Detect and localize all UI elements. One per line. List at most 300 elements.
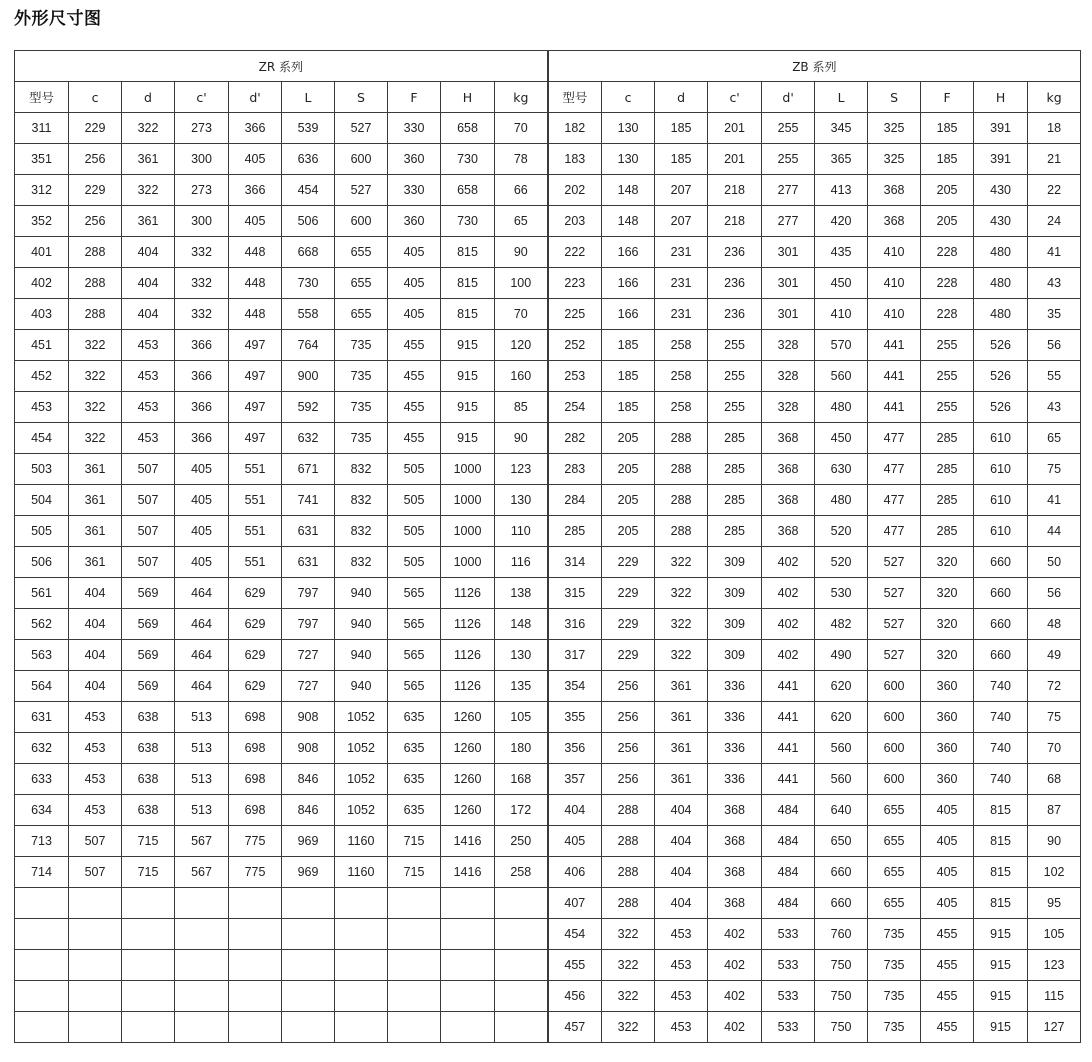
zb-cell: 236 <box>708 237 762 268</box>
zb-cell: 95 <box>1028 888 1081 919</box>
zr-cell: 569 <box>122 609 175 640</box>
zb-cell: 368 <box>762 485 815 516</box>
zr-cell <box>229 888 282 919</box>
zr-cell: 138 <box>495 578 548 609</box>
zb-cell: 391 <box>974 113 1028 144</box>
zr-cell: 715 <box>122 857 175 888</box>
zb-cell: 356 <box>548 733 602 764</box>
zb-cell: 65 <box>1028 423 1081 454</box>
zr-cell: 273 <box>175 113 229 144</box>
zr-cell: 135 <box>495 671 548 702</box>
zr-cell: 507 <box>122 454 175 485</box>
zb-cell: 328 <box>762 330 815 361</box>
zr-cell: 715 <box>122 826 175 857</box>
zb-cell: 285 <box>708 516 762 547</box>
zr-cell: 497 <box>229 361 282 392</box>
zb-header-8: H <box>974 82 1028 113</box>
zb-cell: 455 <box>548 950 602 981</box>
zb-header-7: F <box>921 82 974 113</box>
zr-cell: 123 <box>495 454 548 485</box>
zb-cell: 357 <box>548 764 602 795</box>
zb-cell: 368 <box>762 516 815 547</box>
zr-cell: 65 <box>495 206 548 237</box>
zr-cell <box>69 919 122 950</box>
zr-cell: 846 <box>282 764 335 795</box>
zb-cell: 402 <box>762 578 815 609</box>
zb-cell: 610 <box>974 454 1028 485</box>
zr-cell <box>388 919 441 950</box>
zb-cell: 322 <box>602 950 655 981</box>
zb-cell: 130 <box>602 113 655 144</box>
zb-header-4: d' <box>762 82 815 113</box>
zb-cell: 655 <box>868 857 921 888</box>
zr-cell: 256 <box>69 144 122 175</box>
zb-cell: 402 <box>708 981 762 1012</box>
zr-cell: 1052 <box>335 733 388 764</box>
zr-cell <box>388 1012 441 1043</box>
zb-cell: 256 <box>602 764 655 795</box>
zb-cell: 402 <box>708 1012 762 1043</box>
zr-cell: 464 <box>175 609 229 640</box>
zr-header-3: c' <box>175 82 229 113</box>
zb-cell: 368 <box>762 423 815 454</box>
zb-cell: 480 <box>974 268 1028 299</box>
zr-series-header: ZR 系列 <box>15 51 548 82</box>
zb-cell: 600 <box>868 671 921 702</box>
zr-cell: 322 <box>122 113 175 144</box>
zr-cell: 507 <box>122 547 175 578</box>
zr-cell <box>441 888 495 919</box>
zr-cell: 1416 <box>441 826 495 857</box>
zr-cell: 815 <box>441 268 495 299</box>
zb-cell: 413 <box>815 175 868 206</box>
zb-cell: 404 <box>655 826 708 857</box>
zr-cell <box>122 919 175 950</box>
zb-cell: 322 <box>602 1012 655 1043</box>
zr-cell: 288 <box>69 237 122 268</box>
zr-cell: 592 <box>282 392 335 423</box>
zr-cell: 405 <box>175 485 229 516</box>
zr-cell: 634 <box>15 795 69 826</box>
zr-cell: 258 <box>495 857 548 888</box>
zb-cell: 435 <box>815 237 868 268</box>
zr-cell: 361 <box>122 206 175 237</box>
zb-cell: 484 <box>762 857 815 888</box>
zr-cell: 404 <box>122 299 175 330</box>
zb-cell: 660 <box>974 609 1028 640</box>
zr-cell: 735 <box>335 392 388 423</box>
zb-cell: 229 <box>602 578 655 609</box>
zr-cell <box>229 919 282 950</box>
zb-cell: 75 <box>1028 454 1081 485</box>
zb-cell: 225 <box>548 299 602 330</box>
table-row <box>15 671 1081 702</box>
zr-cell: 322 <box>69 361 122 392</box>
zr-cell: 403 <box>15 299 69 330</box>
zr-cell: 361 <box>122 144 175 175</box>
zb-cell: 620 <box>815 671 868 702</box>
zr-cell: 797 <box>282 578 335 609</box>
zr-cell: 361 <box>69 454 122 485</box>
zr-cell: 351 <box>15 144 69 175</box>
zr-cell: 505 <box>388 454 441 485</box>
zr-cell: 565 <box>388 671 441 702</box>
zr-cell: 250 <box>495 826 548 857</box>
zb-cell: 252 <box>548 330 602 361</box>
zr-cell: 464 <box>175 671 229 702</box>
zr-cell: 405 <box>229 206 282 237</box>
zr-cell <box>15 919 69 950</box>
zb-cell: 301 <box>762 299 815 330</box>
zr-cell: 366 <box>175 361 229 392</box>
zb-cell: 288 <box>602 826 655 857</box>
zb-cell: 285 <box>548 516 602 547</box>
zb-cell: 255 <box>708 361 762 392</box>
zb-cell: 258 <box>655 392 708 423</box>
table-row <box>15 1012 1081 1043</box>
zr-cell: 565 <box>388 609 441 640</box>
zb-cell: 229 <box>602 640 655 671</box>
zb-cell: 283 <box>548 454 602 485</box>
zr-cell: 288 <box>69 268 122 299</box>
zr-cell <box>15 981 69 1012</box>
zr-cell <box>441 919 495 950</box>
table-row <box>15 640 1081 671</box>
zb-cell: 560 <box>815 764 868 795</box>
zb-cell: 41 <box>1028 485 1081 516</box>
zb-cell: 610 <box>974 516 1028 547</box>
zr-cell <box>15 888 69 919</box>
zb-cell: 477 <box>868 485 921 516</box>
zb-cell: 391 <box>974 144 1028 175</box>
zr-cell: 453 <box>69 733 122 764</box>
zr-cell: 1260 <box>441 795 495 826</box>
zb-cell: 355 <box>548 702 602 733</box>
zr-cell: 402 <box>15 268 69 299</box>
zr-cell: 366 <box>229 113 282 144</box>
zr-cell: 448 <box>229 237 282 268</box>
zr-cell: 513 <box>175 764 229 795</box>
zb-cell: 123 <box>1028 950 1081 981</box>
zr-cell: 940 <box>335 609 388 640</box>
zr-cell <box>335 1012 388 1043</box>
zr-cell: 1000 <box>441 516 495 547</box>
zr-cell <box>495 981 548 1012</box>
zb-cell: 477 <box>868 423 921 454</box>
zb-cell: 50 <box>1028 547 1081 578</box>
zb-cell: 201 <box>708 144 762 175</box>
zr-cell: 600 <box>335 206 388 237</box>
zr-cell: 900 <box>282 361 335 392</box>
zr-cell: 452 <box>15 361 69 392</box>
zr-cell: 562 <box>15 609 69 640</box>
zb-cell: 441 <box>762 764 815 795</box>
zr-cell: 1052 <box>335 795 388 826</box>
zr-cell <box>69 950 122 981</box>
zr-cell <box>441 1012 495 1043</box>
zr-cell: 1260 <box>441 764 495 795</box>
zb-cell: 530 <box>815 578 868 609</box>
zr-cell: 505 <box>388 485 441 516</box>
zr-cell <box>282 1012 335 1043</box>
zr-cell: 507 <box>69 857 122 888</box>
zr-cell: 631 <box>282 547 335 578</box>
zr-cell: 455 <box>388 361 441 392</box>
zb-cell: 288 <box>655 454 708 485</box>
zb-cell: 630 <box>815 454 868 485</box>
zr-cell: 638 <box>122 702 175 733</box>
zb-cell: 527 <box>868 578 921 609</box>
zr-cell: 360 <box>388 206 441 237</box>
zb-cell: 526 <box>974 392 1028 423</box>
zb-cell: 277 <box>762 175 815 206</box>
zb-cell: 90 <box>1028 826 1081 857</box>
zr-header-9: kg <box>495 82 548 113</box>
zr-cell: 160 <box>495 361 548 392</box>
zr-cell: 330 <box>388 113 441 144</box>
zb-cell: 201 <box>708 113 762 144</box>
zr-cell: 405 <box>388 237 441 268</box>
zb-cell: 277 <box>762 206 815 237</box>
table-row <box>15 144 1081 175</box>
zr-cell: 332 <box>175 268 229 299</box>
zb-cell: 223 <box>548 268 602 299</box>
zb-cell: 815 <box>974 795 1028 826</box>
zr-cell: 454 <box>282 175 335 206</box>
zr-cell: 168 <box>495 764 548 795</box>
zr-cell: 130 <box>495 485 548 516</box>
zr-cell: 632 <box>282 423 335 454</box>
zr-cell <box>122 1012 175 1043</box>
zr-cell: 698 <box>229 795 282 826</box>
table-row <box>15 702 1081 733</box>
zr-cell: 503 <box>15 454 69 485</box>
zb-cell: 258 <box>655 361 708 392</box>
zb-cell: 735 <box>868 1012 921 1043</box>
zr-cell: 464 <box>175 640 229 671</box>
zr-cell: 635 <box>388 795 441 826</box>
zb-cell: 309 <box>708 609 762 640</box>
table-row <box>15 981 1081 1012</box>
zr-cell: 366 <box>229 175 282 206</box>
zb-cell: 660 <box>974 640 1028 671</box>
zb-cell: 361 <box>655 702 708 733</box>
zb-cell: 255 <box>762 144 815 175</box>
zr-cell: 741 <box>282 485 335 516</box>
zr-cell: 405 <box>388 299 441 330</box>
zb-cell: 407 <box>548 888 602 919</box>
zb-cell: 735 <box>868 950 921 981</box>
zb-cell: 325 <box>868 113 921 144</box>
zr-cell: 256 <box>69 206 122 237</box>
zr-cell: 404 <box>69 640 122 671</box>
zr-cell: 330 <box>388 175 441 206</box>
zr-cell <box>495 919 548 950</box>
zb-cell: 205 <box>602 423 655 454</box>
zb-cell: 21 <box>1028 144 1081 175</box>
table-row <box>15 485 1081 516</box>
zb-cell: 402 <box>708 950 762 981</box>
zb-cell: 218 <box>708 206 762 237</box>
zr-cell: 635 <box>388 764 441 795</box>
zb-cell: 55 <box>1028 361 1081 392</box>
zb-cell: 455 <box>921 950 974 981</box>
zb-cell: 915 <box>974 1012 1028 1043</box>
zb-cell: 650 <box>815 826 868 857</box>
zb-cell: 527 <box>868 640 921 671</box>
zr-cell: 300 <box>175 144 229 175</box>
zb-cell: 148 <box>602 206 655 237</box>
zb-cell: 750 <box>815 1012 868 1043</box>
zb-cell: 231 <box>655 268 708 299</box>
zb-cell: 526 <box>974 330 1028 361</box>
zr-cell: 1260 <box>441 702 495 733</box>
table-row <box>15 733 1081 764</box>
zb-cell: 610 <box>974 485 1028 516</box>
zb-cell: 368 <box>762 454 815 485</box>
zb-cell: 166 <box>602 299 655 330</box>
zr-cell: 1052 <box>335 702 388 733</box>
zr-cell <box>175 919 229 950</box>
zb-cell: 336 <box>708 702 762 733</box>
zr-cell: 130 <box>495 640 548 671</box>
zb-cell: 450 <box>815 423 868 454</box>
zb-cell: 205 <box>602 485 655 516</box>
zb-cell: 404 <box>655 888 708 919</box>
zr-cell: 567 <box>175 826 229 857</box>
zb-cell: 533 <box>762 950 815 981</box>
zb-cell: 185 <box>655 113 708 144</box>
zb-cell: 322 <box>655 547 708 578</box>
zr-cell: 658 <box>441 175 495 206</box>
zr-cell: 1260 <box>441 733 495 764</box>
zr-cell: 563 <box>15 640 69 671</box>
zr-cell <box>388 981 441 1012</box>
zr-cell: 846 <box>282 795 335 826</box>
zr-cell: 539 <box>282 113 335 144</box>
zr-cell: 322 <box>69 330 122 361</box>
zb-cell: 430 <box>974 175 1028 206</box>
table-row <box>15 857 1081 888</box>
table-row <box>15 113 1081 144</box>
zb-cell: 288 <box>602 795 655 826</box>
zr-cell: 671 <box>282 454 335 485</box>
zb-cell: 600 <box>868 764 921 795</box>
zb-cell: 35 <box>1028 299 1081 330</box>
zb-cell: 256 <box>602 733 655 764</box>
zr-cell: 506 <box>282 206 335 237</box>
zb-cell: 527 <box>868 547 921 578</box>
zr-cell <box>69 888 122 919</box>
zr-cell: 569 <box>122 640 175 671</box>
zr-cell: 940 <box>335 640 388 671</box>
zb-cell: 740 <box>974 671 1028 702</box>
zr-cell: 497 <box>229 423 282 454</box>
zb-cell: 402 <box>708 919 762 950</box>
zb-header-9: kg <box>1028 82 1081 113</box>
zb-cell: 450 <box>815 268 868 299</box>
zr-cell: 361 <box>69 485 122 516</box>
zr-cell: 632 <box>15 733 69 764</box>
zb-cell: 655 <box>868 795 921 826</box>
zb-cell: 405 <box>921 888 974 919</box>
zb-cell: 570 <box>815 330 868 361</box>
zb-cell: 660 <box>815 888 868 919</box>
zr-cell: 564 <box>15 671 69 702</box>
zr-cell: 70 <box>495 299 548 330</box>
zr-cell: 453 <box>69 702 122 733</box>
zb-cell: 185 <box>655 144 708 175</box>
table-row <box>15 330 1081 361</box>
zb-cell: 480 <box>974 299 1028 330</box>
zr-cell: 454 <box>15 423 69 454</box>
zb-cell: 404 <box>655 857 708 888</box>
zb-cell: 410 <box>868 268 921 299</box>
zb-cell: 660 <box>815 857 868 888</box>
zr-cell: 505 <box>388 516 441 547</box>
zb-cell: 205 <box>921 175 974 206</box>
zb-cell: 560 <box>815 733 868 764</box>
zr-cell: 455 <box>388 423 441 454</box>
zr-cell: 70 <box>495 113 548 144</box>
zb-cell: 484 <box>762 795 815 826</box>
zr-cell: 940 <box>335 578 388 609</box>
zb-cell: 441 <box>762 671 815 702</box>
zb-cell: 56 <box>1028 330 1081 361</box>
zb-cell: 202 <box>548 175 602 206</box>
zb-cell: 285 <box>921 423 974 454</box>
zr-cell: 273 <box>175 175 229 206</box>
zb-cell: 457 <box>548 1012 602 1043</box>
zr-cell: 698 <box>229 764 282 795</box>
zb-cell: 254 <box>548 392 602 423</box>
zb-cell: 750 <box>815 981 868 1012</box>
zr-cell: 561 <box>15 578 69 609</box>
zb-header-0: 型号 <box>548 82 602 113</box>
zr-cell: 505 <box>388 547 441 578</box>
zr-cell <box>495 888 548 919</box>
zb-cell: 441 <box>868 361 921 392</box>
zr-cell: 453 <box>69 795 122 826</box>
zr-cell: 404 <box>122 268 175 299</box>
zb-header-2: d <box>655 82 708 113</box>
table-row <box>15 516 1081 547</box>
zr-cell <box>69 1012 122 1043</box>
zr-cell: 629 <box>229 578 282 609</box>
zb-cell: 655 <box>868 826 921 857</box>
zb-cell: 740 <box>974 702 1028 733</box>
zb-cell: 285 <box>921 516 974 547</box>
zr-cell: 464 <box>175 578 229 609</box>
zr-cell: 638 <box>122 733 175 764</box>
zr-cell: 629 <box>229 671 282 702</box>
zr-cell <box>441 981 495 1012</box>
zb-cell: 205 <box>602 454 655 485</box>
zb-cell: 361 <box>655 733 708 764</box>
zb-cell: 185 <box>602 330 655 361</box>
zb-cell: 285 <box>921 485 974 516</box>
zr-cell: 404 <box>69 578 122 609</box>
table-row <box>15 950 1081 981</box>
zr-cell: 569 <box>122 671 175 702</box>
zb-cell: 70 <box>1028 733 1081 764</box>
zr-cell: 360 <box>388 144 441 175</box>
zr-cell <box>441 950 495 981</box>
zr-cell: 455 <box>388 392 441 423</box>
table-row <box>15 826 1081 857</box>
zb-cell: 205 <box>602 516 655 547</box>
zb-cell: 22 <box>1028 175 1081 206</box>
